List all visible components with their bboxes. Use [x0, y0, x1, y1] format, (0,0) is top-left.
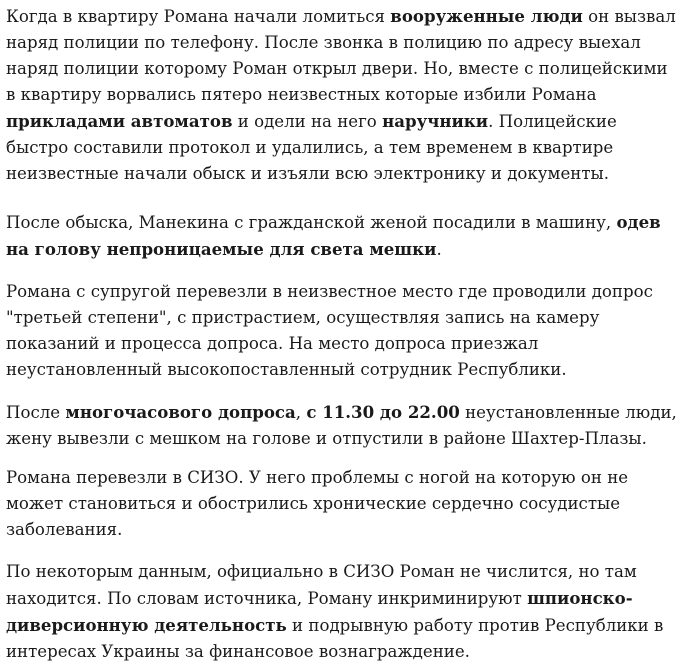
emphasis-handcuffs: наручники	[382, 111, 489, 131]
text-segment: и подрывную работу против Республики в интересах Украины за финансовое вознаграждение.	[6, 616, 664, 661]
text-segment: После обыска, Манекина с гражданской женой посадили в машину,	[6, 213, 617, 232]
text-segment: Романа с супругой перевезли в неизвестное место где проводили допрос "третьей степени", с пристрастием, осуществляя запись на камеру показаний и процесса допроса. На место допроса приезжал неустановленный высокопоставленный сотрудник Республики.	[6, 282, 653, 379]
text-segment: . Полицейские быстро составили протокол и удалились, а тем временем в квартире неизвестные начали обыск и изъяли всю электронику и документы.	[6, 112, 617, 183]
paragraph-charges	[6, 559, 678, 665]
text-segment: .	[436, 240, 442, 259]
emphasis-time-range: с 11.30 до 22.00	[306, 402, 460, 422]
paragraph-detention	[6, 465, 678, 543]
emphasis-espionage: шпионско-диверсионную деятельность	[6, 588, 633, 635]
text-segment: он вызвал наряд полиции по телефону. После звонка в полицию по адресу выехал наряд полиции которому Роман открыл двери. Но, вместе с полицейскими в квартиру ворвались пятеро неизвестных которые избили Романа	[6, 7, 676, 104]
text-segment: По некоторым данным, официально в СИЗО Роман не числится, но там находится. По словам источника, Роману инкриминируют	[6, 562, 637, 608]
paragraph-interrogation	[6, 279, 678, 383]
text-segment: После	[6, 403, 66, 422]
emphasis-rifle-butts: прикладами автоматов	[6, 111, 233, 131]
text-segment: Когда в квартиру Романа начали ломиться	[6, 7, 391, 26]
emphasis-armed-people: вооруженные люди	[390, 6, 583, 26]
text-segment: Романа перевезли в СИЗО. У него проблемы с ногой на которую он не может становиться и обострились хронические сердечно сосудистые заболевания.	[6, 468, 629, 539]
text-segment: ,	[295, 403, 307, 422]
paragraph-release	[6, 399, 678, 452]
paragraph-arrest	[6, 3, 678, 187]
emphasis-bags-on-heads: одев на голову непроницаемые для света мешки	[6, 212, 661, 259]
emphasis-long-interrogation: многочасового допроса	[65, 402, 296, 422]
paragraph-after-search	[6, 209, 678, 263]
text-segment: и одели на него	[232, 112, 383, 131]
text-segment: неустановленные люди, жену вывезли с мешком на голове и отпустили в районе Шахтер-Плазы.	[6, 403, 677, 448]
